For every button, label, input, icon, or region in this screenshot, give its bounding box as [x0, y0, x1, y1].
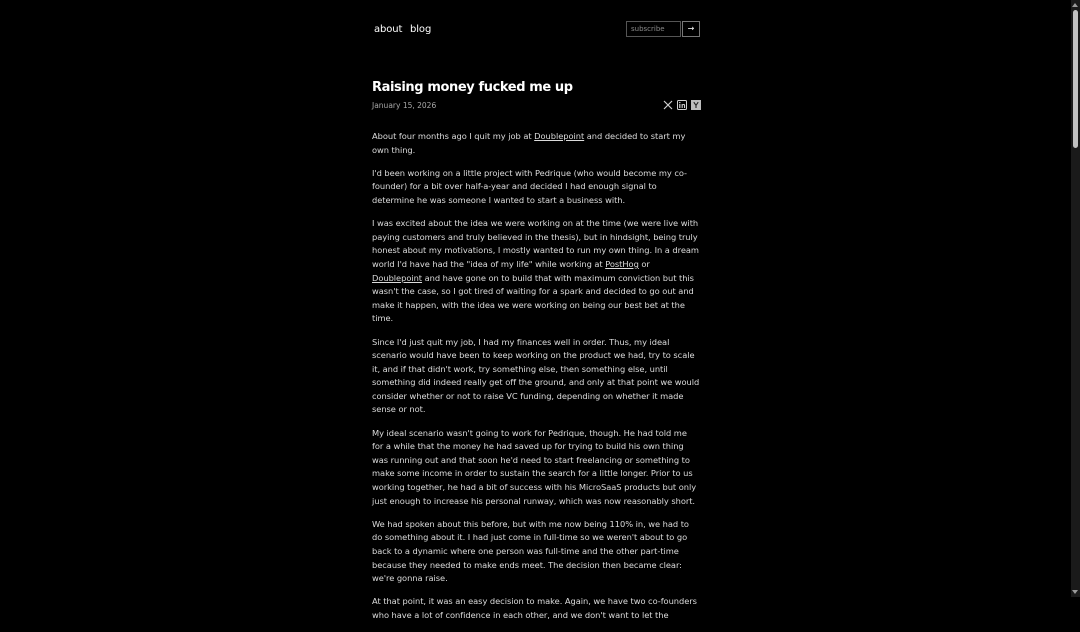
paragraph-text: About four months ago I quit my job at	[372, 131, 535, 141]
post-title: Raising money fucked me up	[372, 80, 573, 95]
paragraph-text: and have gone on to build that with maximum conviction but this wasn't the case, so I got tired of waiting for a spark and decided to go out and make it happen, with the idea we were working on being our best bet at the time.	[372, 272, 694, 324]
paragraph-text: I'd been working on a little project with Pedrique (who would become my co-founder) for a bit over half-a-year and decided I had enough signal to determine he was someone I wanted to start a business with.	[372, 167, 687, 205]
page-scrollbar[interactable]	[1071, 0, 1080, 597]
x-icon[interactable]	[663, 100, 673, 110]
article-paragraph	[372, 130, 700, 157]
scroll-down-arrow-icon[interactable]	[1072, 590, 1078, 594]
article-paragraph	[372, 167, 700, 208]
linkedin-icon[interactable]	[677, 100, 687, 110]
article-paragraph	[372, 336, 700, 418]
top-nav	[372, 21, 700, 39]
ycombinator-icon[interactable]	[691, 100, 701, 110]
paragraph-text: and decided to start my own thing.	[372, 131, 686, 155]
nav-about-link[interactable]: about	[374, 24, 403, 35]
nav-blog-link[interactable]: blog	[410, 24, 432, 35]
article-paragraph	[372, 427, 700, 509]
paragraph-text: Since I'd just quit my job, I had my finances well in order. Thus, my ideal scenario would have been to keep working on the product we had, try to scale it, and if that didn't work, try something else, then something else, until something did indeed really get off the ground, and only at that point we would consider whether or not to raise VC funding, depending on whether it made sense or not.	[372, 336, 700, 415]
post-date: January 15, 2026	[372, 101, 437, 110]
article-paragraph	[372, 217, 700, 326]
paragraph-text: At that point, it was an easy decision to make. Again, we have two co-founders who have a lot of confidence in each other, and we don't want to let the	[372, 596, 697, 620]
paragraph-text: My ideal scenario wasn't going to work for Pedrique, though. He had told me for a while that the money he had saved up for trying to build his own thing was running out and that soon he'd need to start freelancing or something to make some income in order to sustain the search for a little longer. Prior to us working together, he had a bit of success with his MicroSaaS products but only just enough to increase his personal runway, which was now reasonably short.	[372, 427, 697, 506]
paragraph-text: I was excited about the idea we were working on at the time (we were live with paying customers and truly believed in the thesis), but in hindsight, being truly honest about my motivations, I mostly wanted to run my own thing. In a dream world I'd have had the "idea of my life" while working at	[372, 218, 699, 269]
paragraph-text: or	[638, 258, 650, 269]
inline-link-doublepoint[interactable]: Doublepoint	[534, 131, 585, 141]
scroll-up-arrow-icon[interactable]	[1072, 3, 1078, 7]
article-body	[372, 130, 700, 632]
scrollbar-thumb[interactable]	[1073, 10, 1078, 148]
subscribe-button[interactable]: →	[682, 21, 700, 37]
inline-link-posthog[interactable]: PostHog	[605, 258, 639, 269]
inline-link-doublepoint[interactable]: Doublepoint	[372, 272, 423, 283]
paragraph-text: We had spoken about this before, but with me now being 110% in, we had to do something about it. I had just come in full-time so we weren't about to go back to a dynamic where one person was full-time and the other part-time because they needed to make ends meet. The decision then became clear: we're gonna raise.	[372, 518, 689, 584]
subscribe-input[interactable]	[626, 21, 681, 37]
article-paragraph	[372, 518, 700, 586]
article-paragraph	[372, 595, 700, 622]
